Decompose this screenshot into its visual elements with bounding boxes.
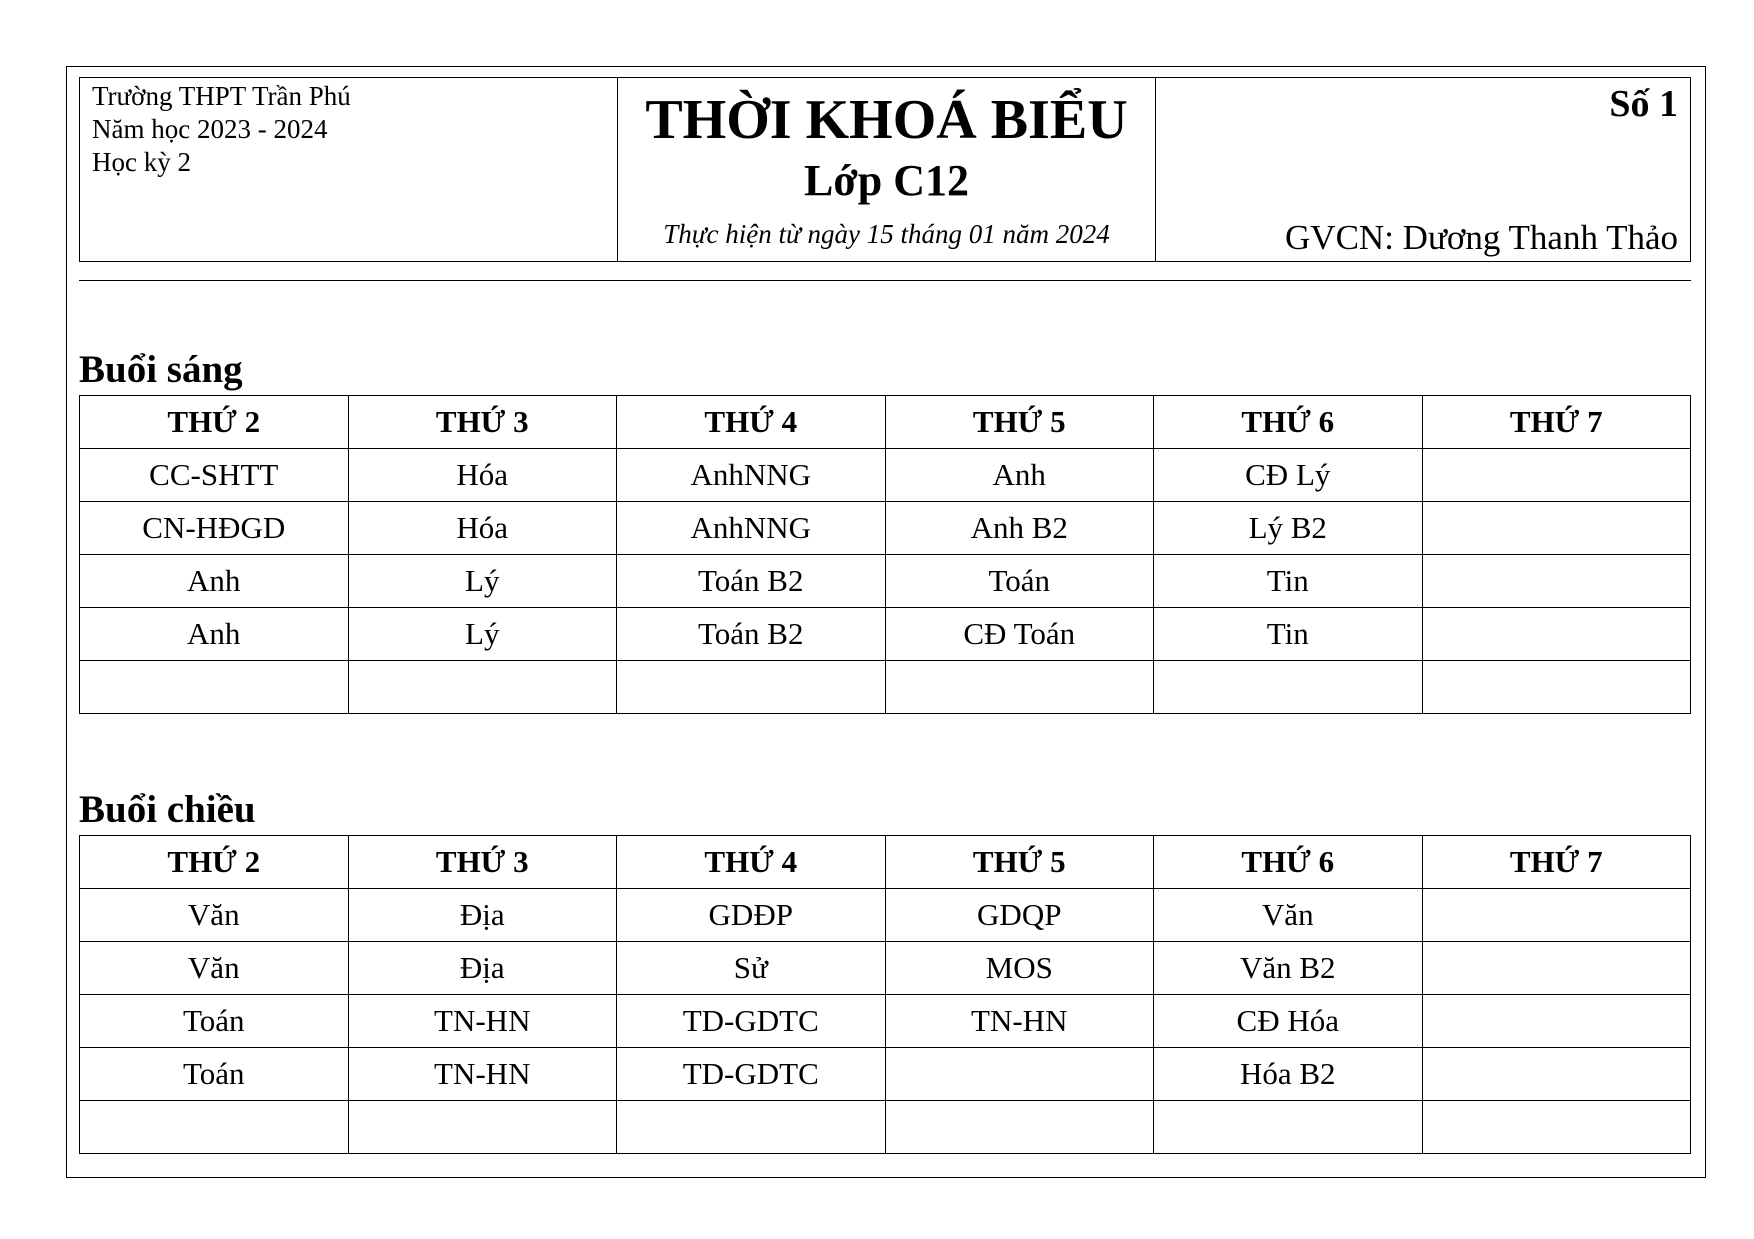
header-row [80, 396, 1691, 449]
table-cell [1422, 889, 1691, 942]
table-cell: Tin [1154, 608, 1423, 661]
schedule-number: Số 1 [1609, 83, 1678, 125]
table-cell: MOS [885, 942, 1154, 995]
school-info [80, 78, 618, 261]
table-cell [80, 661, 349, 714]
homeroom-teacher: GVCN: Dương Thanh Thảo [1285, 218, 1678, 257]
table-row [80, 661, 1691, 714]
school-name: Trường THPT Trần Phú [92, 81, 351, 111]
table-cell: Anh [80, 555, 349, 608]
table-cell [1422, 555, 1691, 608]
table-cell [1422, 502, 1691, 555]
morning-timetable [79, 395, 1691, 714]
table-row [80, 1101, 1691, 1154]
table-cell: Lý [348, 608, 617, 661]
table-row [80, 502, 1691, 555]
table-cell [1422, 449, 1691, 502]
table-cell: AnhNNG [617, 449, 886, 502]
table-cell [1422, 995, 1691, 1048]
table-cell [1422, 1101, 1691, 1154]
day-header: THỨ 6 [1154, 396, 1423, 449]
table-row [80, 889, 1691, 942]
table-cell: AnhNNG [617, 502, 886, 555]
table-cell [1154, 1101, 1423, 1154]
table-cell [1422, 942, 1691, 995]
day-header: THỨ 6 [1154, 836, 1423, 889]
table-cell: Lý [348, 555, 617, 608]
day-header: THỨ 7 [1422, 396, 1691, 449]
table-cell: Hóa [348, 502, 617, 555]
day-header: THỨ 7 [1422, 836, 1691, 889]
table-cell: TN-HN [348, 1048, 617, 1101]
table-row [80, 1048, 1691, 1101]
table-cell [885, 1101, 1154, 1154]
table-cell: Toán [80, 995, 349, 1048]
school-year: Năm học 2023 - 2024 [92, 114, 328, 144]
table-cell: TD-GDTC [617, 995, 886, 1048]
afternoon-title: Buổi chiều [79, 788, 256, 831]
page-title: THỜI KHOÁ BIỂU [645, 89, 1128, 151]
table-cell: GDĐP [617, 889, 886, 942]
afternoon-timetable [79, 835, 1691, 1154]
table-cell [885, 661, 1154, 714]
table-cell: Văn [1154, 889, 1423, 942]
day-header: THỨ 2 [80, 396, 349, 449]
table-cell: Anh [885, 449, 1154, 502]
semester: Học kỳ 2 [92, 147, 191, 177]
table-cell: Sử [617, 942, 886, 995]
table-row [80, 449, 1691, 502]
table-cell: CĐ Lý [1154, 449, 1423, 502]
table-row [80, 608, 1691, 661]
day-header: THỨ 5 [885, 836, 1154, 889]
table-cell: Toán B2 [617, 608, 886, 661]
table-cell: CN-HĐGD [80, 502, 349, 555]
day-header: THỨ 5 [885, 396, 1154, 449]
table-cell [1154, 661, 1423, 714]
table-cell [617, 661, 886, 714]
table-cell [1422, 1048, 1691, 1101]
table-cell: Toán [885, 555, 1154, 608]
table-cell: CC-SHTT [80, 449, 349, 502]
effective-date: Thực hiện từ ngày 15 tháng 01 năm 2024 [663, 219, 1110, 249]
table-cell: Anh [80, 608, 349, 661]
table-cell [617, 1101, 886, 1154]
day-header: THỨ 3 [348, 396, 617, 449]
table-cell: Lý B2 [1154, 502, 1423, 555]
table-cell: GDQP [885, 889, 1154, 942]
table-cell: CĐ Hóa [1154, 995, 1423, 1048]
table-cell [1422, 661, 1691, 714]
table-cell: Hóa [348, 449, 617, 502]
table-row [80, 942, 1691, 995]
table-cell: Địa [348, 889, 617, 942]
table-row [80, 555, 1691, 608]
table-cell: Văn [80, 889, 349, 942]
table-cell: Tin [1154, 555, 1423, 608]
class-label: Lớp C12 [804, 156, 969, 205]
header-box [79, 77, 1691, 262]
table-row [80, 995, 1691, 1048]
table-cell: Toán B2 [617, 555, 886, 608]
header-row [80, 836, 1691, 889]
table-cell: TN-HN [885, 995, 1154, 1048]
morning-title: Buổi sáng [79, 348, 243, 391]
table-cell: Văn [80, 942, 349, 995]
number-block [1156, 78, 1690, 261]
table-cell: TN-HN [348, 995, 617, 1048]
day-header: THỨ 4 [617, 836, 886, 889]
table-cell [1422, 608, 1691, 661]
table-cell [80, 1101, 349, 1154]
table-cell: Văn B2 [1154, 942, 1423, 995]
day-header: THỨ 2 [80, 836, 349, 889]
table-cell [885, 1048, 1154, 1101]
table-cell [348, 661, 617, 714]
table-cell: Địa [348, 942, 617, 995]
day-header: THỨ 3 [348, 836, 617, 889]
table-cell: Toán [80, 1048, 349, 1101]
table-cell: TD-GDTC [617, 1048, 886, 1101]
day-header: THỨ 4 [617, 396, 886, 449]
table-cell [348, 1101, 617, 1154]
title-block [618, 78, 1156, 261]
table-cell: Anh B2 [885, 502, 1154, 555]
divider [79, 280, 1691, 281]
table-cell: CĐ Toán [885, 608, 1154, 661]
table-cell: Hóa B2 [1154, 1048, 1423, 1101]
